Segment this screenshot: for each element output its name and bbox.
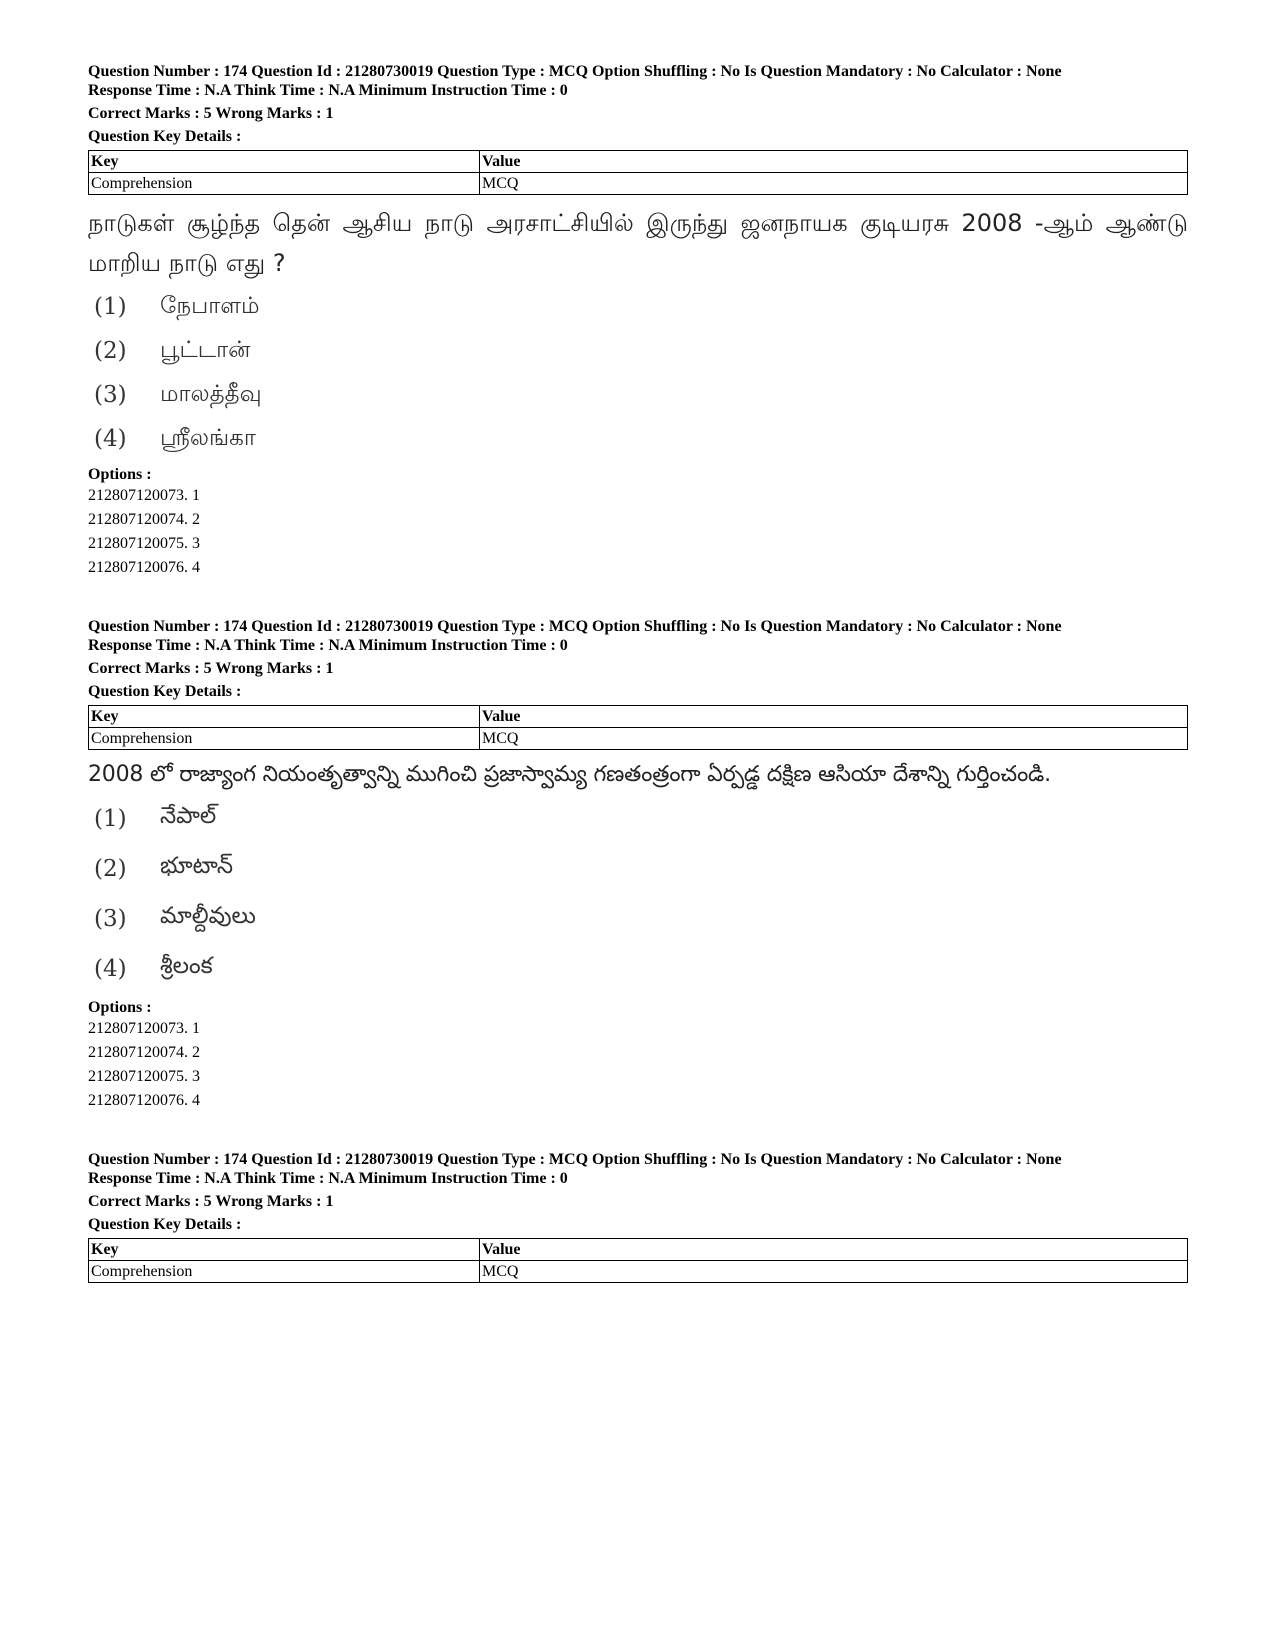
option-id: 212807120076. 4: [88, 559, 200, 576]
options-label: Options :: [88, 466, 152, 483]
choice-text: நேபாளம்: [160, 292, 260, 319]
table-header-row: [89, 1239, 1188, 1261]
question-block-next: [88, 1150, 1188, 1283]
question-header-line1: Question Number : 174 Question Id : 21280730019 Question Type : MCQ Option Shuffling : No Is Question Mandatory : No Calculator : None: [88, 618, 1062, 635]
choice-number: (3): [94, 906, 127, 932]
table-header-value: Value: [480, 1239, 1188, 1261]
question-header-line1: Question Number : 174 Question Id : 21280730019 Question Type : MCQ Option Shuffling : No Is Question Mandatory : No Calculator : None: [88, 1151, 1062, 1168]
choice-item: [88, 285, 1188, 329]
key-details-table: [88, 1238, 1188, 1283]
question-block-telugu: [88, 617, 1188, 1113]
marks-line: Correct Marks : 5 Wrong Marks : 1: [88, 660, 334, 677]
table-header-row: [89, 706, 1188, 728]
choice-number: (4): [94, 956, 127, 982]
choice-item: [88, 417, 1188, 461]
table-header-key: Key: [89, 151, 480, 173]
question-header-line2: Response Time : N.A Think Time : N.A Minimum Instruction Time : 0: [88, 82, 568, 99]
table-cell-key: Comprehension: [89, 173, 480, 195]
key-details-label: Question Key Details :: [88, 683, 242, 700]
question-block-tamil: [88, 62, 1188, 580]
choice-number: (3): [94, 382, 127, 408]
options-label: Options :: [88, 999, 152, 1016]
table-header-key: Key: [89, 1239, 480, 1261]
question-header-line1: Question Number : 174 Question Id : 21280730019 Question Type : MCQ Option Shuffling : No Is Question Mandatory : No Calculator : None: [88, 63, 1062, 80]
choice-number: (2): [94, 338, 127, 364]
option-id: 212807120074. 2: [88, 1044, 200, 1061]
choice-item: [88, 373, 1188, 417]
table-header-value: Value: [480, 706, 1188, 728]
marks-line: Correct Marks : 5 Wrong Marks : 1: [88, 1193, 334, 1210]
key-details-table: [88, 705, 1188, 750]
option-id: 212807120076. 4: [88, 1092, 200, 1109]
table-row: [89, 173, 1188, 195]
table-cell-key: Comprehension: [89, 728, 480, 750]
option-id: 212807120075. 3: [88, 1068, 200, 1085]
table-header-row: [89, 151, 1188, 173]
question-header-line2: Response Time : N.A Think Time : N.A Minimum Instruction Time : 0: [88, 1170, 568, 1187]
choice-number: (4): [94, 426, 127, 452]
marks-line: Correct Marks : 5 Wrong Marks : 1: [88, 105, 334, 122]
choice-text: ஸ்ரீலங்கா: [160, 424, 256, 451]
choice-item: [88, 794, 1188, 844]
choice-item: [88, 329, 1188, 373]
table-header-key: Key: [89, 706, 480, 728]
choice-text: శ్రీలంక: [160, 953, 213, 979]
choice-number: (2): [94, 856, 127, 882]
question-text-tamil: நாடுகள் சூழ்ந்த தென் ஆசிய நாடு அரசாட்சியில் இருந்து ஜனநாயக குடியரசு 2008 -ஆம் ஆண்டு மாறிய நாடு எது ?: [88, 209, 1188, 277]
option-id: 212807120073. 1: [88, 1020, 200, 1037]
option-id: 212807120074. 2: [88, 511, 200, 528]
table-cell-value: MCQ: [480, 173, 1188, 195]
key-details-label: Question Key Details :: [88, 128, 242, 145]
key-details-table: [88, 150, 1188, 195]
choice-text: మాల్దీవులు: [160, 903, 256, 929]
table-row: [89, 728, 1188, 750]
key-details-label: Question Key Details :: [88, 1216, 242, 1233]
choice-item: [88, 844, 1188, 894]
table-cell-value: MCQ: [480, 1261, 1188, 1283]
choice-number: (1): [94, 294, 127, 320]
choice-text: భూటాన్: [160, 853, 234, 879]
option-id: 212807120073. 1: [88, 487, 200, 504]
choices-list-telugu: [88, 794, 1188, 994]
choice-item: [88, 944, 1188, 994]
choice-item: [88, 894, 1188, 944]
choices-list-tamil: [88, 285, 1188, 461]
options-list: [88, 484, 1188, 580]
table-cell-value: MCQ: [480, 728, 1188, 750]
choice-number: (1): [94, 806, 127, 832]
question-text-telugu: 2008 లో రాజ్యాంగ నియంతృత్వాన్ని ముగించి ప్రజాస్వామ్య గణతంత్రంగా ఏర్పడ్డ దక్షిణ ఆసియా దేశాన్ని గుర్తించండి.: [88, 762, 1051, 787]
choice-text: నేపాల్: [160, 803, 217, 829]
options-list: [88, 1017, 1188, 1113]
table-header-value: Value: [480, 151, 1188, 173]
choice-text: பூட்டான்: [160, 336, 251, 363]
option-id: 212807120075. 3: [88, 535, 200, 552]
table-cell-key: Comprehension: [89, 1261, 480, 1283]
choice-text: மாலத்தீவு: [160, 380, 262, 407]
question-header-line2: Response Time : N.A Think Time : N.A Minimum Instruction Time : 0: [88, 637, 568, 654]
table-row: [89, 1261, 1188, 1283]
